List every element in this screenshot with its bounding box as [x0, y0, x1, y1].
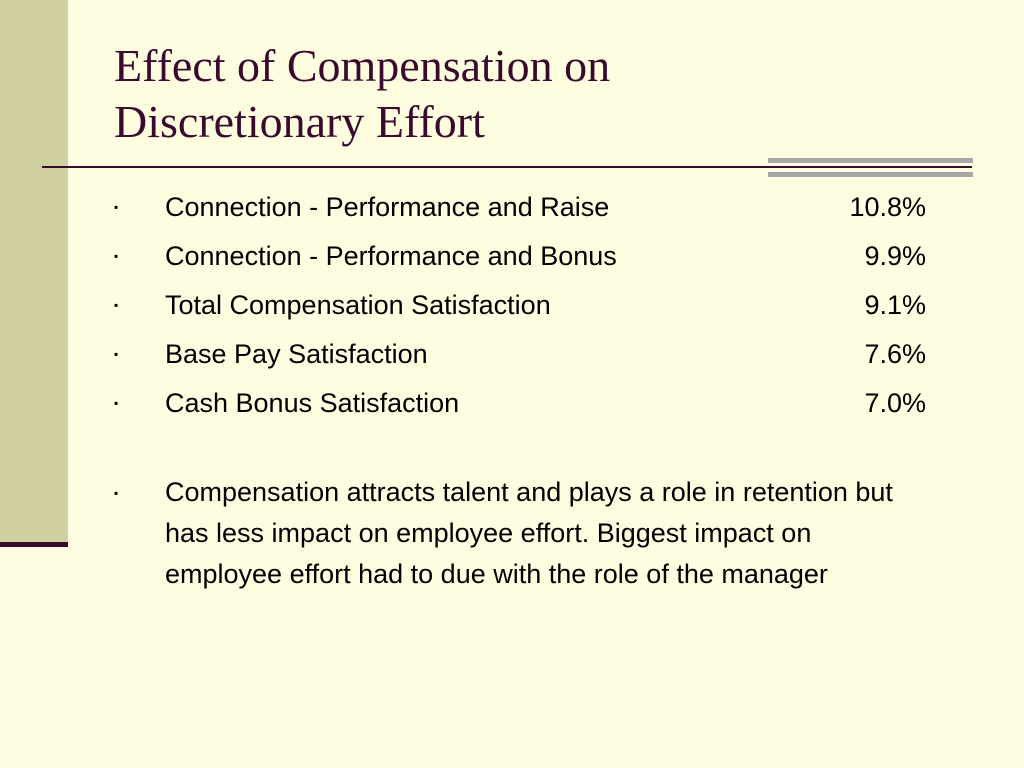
list-item: [110, 235, 940, 284]
summary-note-text: Compensation attracts talent and plays a role in retention but has less impact on employee effort. Biggest impact on employee effort had to due with the role of the manager: [165, 477, 893, 589]
square-bullet-icon: ▪: [114, 486, 119, 500]
gray-accent-bar-bottom: [768, 172, 973, 177]
bullet-list: [110, 186, 940, 595]
left-decorative-band: [0, 0, 68, 546]
slide-title: [114, 38, 974, 150]
square-bullet-icon: ▪: [114, 347, 119, 361]
gray-accent-bar-top: [768, 158, 973, 163]
list-item: [110, 284, 940, 333]
item-value: 7.0%: [864, 388, 926, 418]
item-value: 10.8%: [849, 192, 926, 222]
slide-title-line-2: Discretionary Effort: [114, 96, 485, 147]
summary-note: [110, 472, 940, 595]
item-label: Connection - Performance and Bonus: [165, 241, 617, 271]
list-item: [110, 186, 940, 235]
item-label: Base Pay Satisfaction: [165, 339, 428, 369]
square-bullet-icon: ▪: [114, 298, 119, 312]
square-bullet-icon: ▪: [114, 200, 119, 214]
item-label: Total Compensation Satisfaction: [165, 290, 551, 320]
slide-title-line-1: Effect of Compensation on: [114, 40, 611, 91]
left-band-divider: [0, 542, 68, 547]
item-value: 9.9%: [864, 241, 926, 271]
item-label: Connection - Performance and Raise: [165, 192, 610, 222]
item-label: Cash Bonus Satisfaction: [165, 388, 460, 418]
list-item: [110, 333, 940, 382]
gray-accent-bars: [768, 158, 973, 180]
square-bullet-icon: ▪: [114, 396, 119, 410]
item-value: 7.6%: [864, 339, 926, 369]
square-bullet-icon: ▪: [114, 249, 119, 263]
item-value: 9.1%: [864, 290, 926, 320]
list-item: [110, 382, 940, 431]
